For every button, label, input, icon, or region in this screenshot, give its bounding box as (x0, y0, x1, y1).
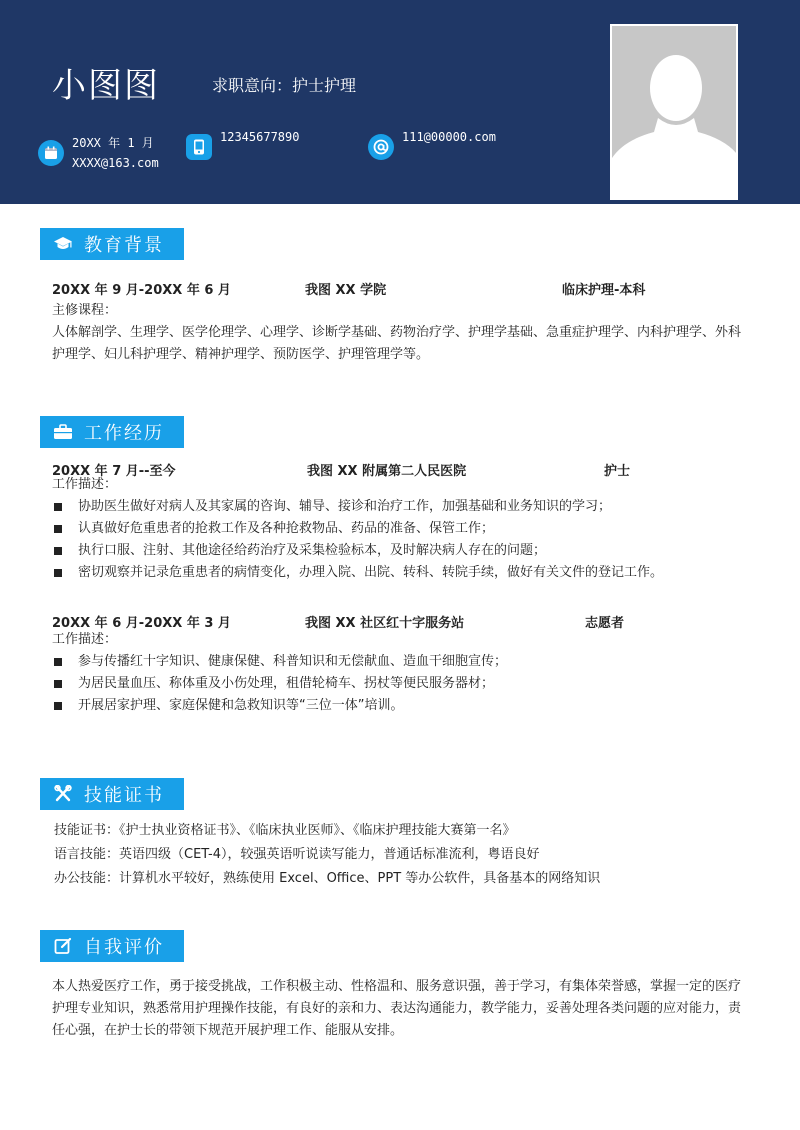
job2-desc-label: 工作描述： (52, 632, 118, 647)
job1-org: 我图 XX 附属第二人民医院 (307, 464, 467, 479)
job1-duties (52, 496, 752, 584)
edu-school: 我图 XX 学院 (305, 283, 387, 298)
briefcase-icon (52, 421, 74, 443)
job1-period: 20XX 年 7 月--至今 (52, 464, 176, 479)
list-item: 认真做好危重患者的抢救工作及各种抢救物品、药品的准备、保管工作； (52, 518, 752, 540)
self-evaluation-text: 本人热爱医疗工作，勇于接受挑战，工作积极主动、性格温和、服务意识强，善于学习，有集体荣誉感，掌握一定的医疗护理专业知识，熟悉常用护理操作技能，有良好的亲和力、表达沟通能力，教学能力，妥善处理各类问题的应对能力，责任心强，在护士长的带领下规范开展护理工作、能服从安排。 (52, 979, 742, 1038)
section-title-text: 技能证书 (84, 785, 164, 806)
edu-period: 20XX 年 9 月-20XX 年 6 月 (52, 283, 231, 298)
job2-period: 20XX 年 6 月-20XX 年 3 月 (52, 616, 231, 631)
section-title-education (40, 228, 184, 260)
phone-number: 12345677890 (220, 130, 300, 144)
list-item: 协助医生做好对病人及其家属的咨询、辅导、接诊和治疗工作，加强基础和业务知识的学习； (52, 496, 752, 518)
section-title-text: 工作经历 (84, 423, 164, 444)
list-item: 密切观察并记录危重患者的病情变化，办理入院、出院、转科、转院手续，做好有关文件的登记工作。 (52, 562, 752, 584)
skill-office: 办公技能：计算机水平较好，熟练使用 Excel、Office、PPT 等办公软件，具备基本的网络知识 (54, 871, 601, 886)
qq-info (368, 130, 496, 160)
at-icon (368, 134, 394, 160)
job2-org: 我图 XX 社区红十字服务站 (305, 616, 465, 631)
courses-label: 主修课程： (52, 303, 118, 318)
email-address: XXXX@163.com (72, 156, 159, 170)
header-banner (0, 0, 800, 204)
applicant-name: 小图图 (52, 66, 160, 106)
list-item: 开展居家护理、家庭保健和急救知识等“三位一体”培训。 (52, 695, 752, 717)
graduation-cap-icon (52, 233, 74, 255)
courses-text: 人体解剖学、生理学、医学伦理学、心理学、诊断学基础、药物治疗学、护理学基础、急重症护理学、内科护理学、外科护理学、妇儿科护理学、精神护理学、预防医学、护理管理学等。 (52, 325, 742, 362)
job1-desc-label: 工作描述： (52, 477, 118, 492)
profile-photo (610, 24, 738, 200)
section-title-work (40, 416, 184, 448)
section-title-text: 自我评价 (84, 937, 164, 958)
job2-role: 志愿者 (585, 616, 625, 631)
qq-email: 111@00000.com (402, 130, 496, 144)
calendar-icon (38, 140, 64, 166)
skill-language: 语言技能：英语四级（CET-4），较强英语听说读写能力，普通话标准流利，粤语良好 (54, 847, 540, 862)
birth-date: 20XX 年 1 月 (72, 136, 154, 150)
phone-info (186, 130, 300, 160)
skill-certificates: 技能证书：《护士执业资格证书》、《临床执业医师》、《临床护理技能大赛第一名》 (54, 823, 516, 838)
job-intent: 求职意向：护士护理 (212, 76, 357, 95)
section-title-self (40, 930, 184, 962)
edu-major: 临床护理-本科 (562, 283, 646, 298)
edit-icon (52, 935, 74, 957)
job1-role: 护士 (604, 464, 631, 479)
section-title-text: 教育背景 (84, 235, 164, 256)
list-item: 为居民量血压、称体重及小伤处理，租借轮椅车、拐杖等便民服务器材； (52, 673, 752, 695)
list-item: 参与传播红十字知识、健康保健、科普知识和无偿献血、造血干细胞宣传； (52, 651, 752, 673)
phone-icon (186, 134, 212, 160)
list-item: 执行口服、注射、其他途径给药治疗及采集检验标本，及时解决病人存在的问题； (52, 540, 752, 562)
birth-email-info (38, 133, 159, 173)
job2-duties (52, 651, 752, 717)
section-title-skills (40, 778, 184, 810)
tools-icon (52, 783, 74, 805)
